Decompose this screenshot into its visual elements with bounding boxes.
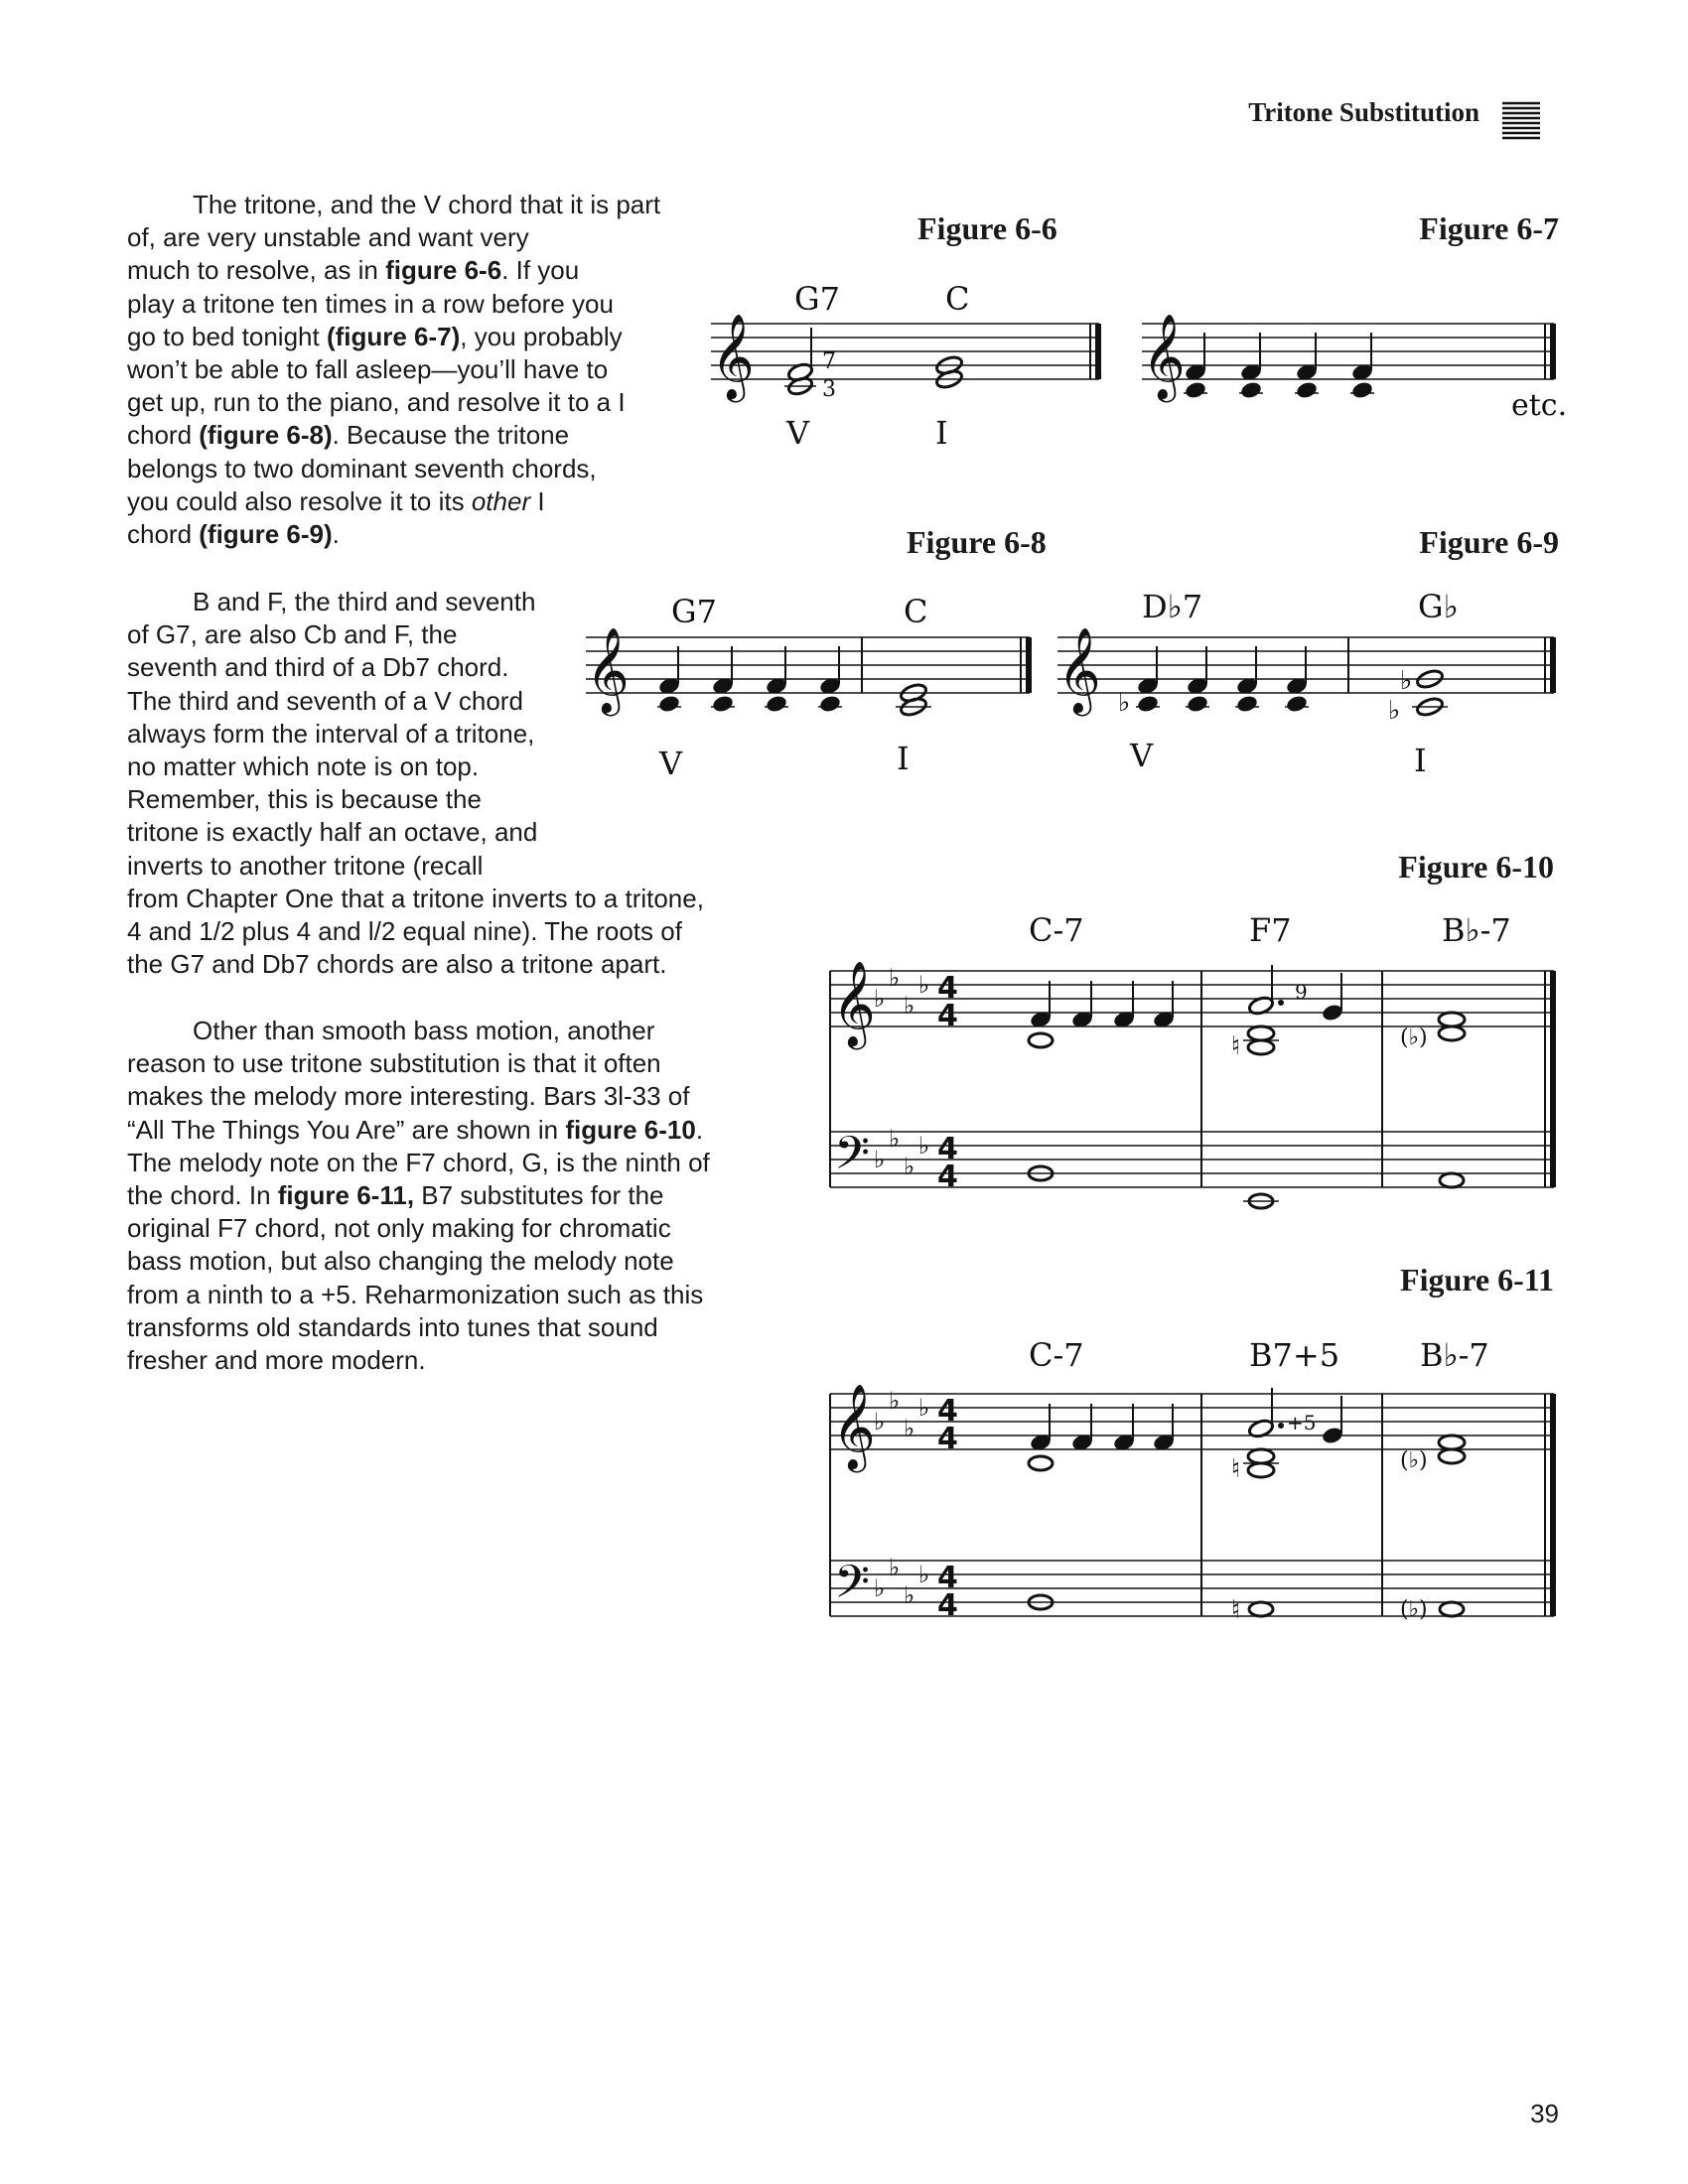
flat-icon: ♭ bbox=[1388, 696, 1401, 726]
chord-symbol: F7 bbox=[1249, 911, 1292, 949]
text-line: original F7 chord, not only making for chromatic bbox=[127, 1213, 671, 1244]
svg-text:♭: ♭ bbox=[889, 964, 901, 992]
text-line: The melody note on the F7 chord, G, is the ninth of bbox=[127, 1147, 710, 1177]
svg-text:♭: ♭ bbox=[918, 1394, 930, 1422]
text-line: no matter which note is on top. bbox=[127, 751, 480, 782]
figure-6-11-label: Figure 6-11 bbox=[1400, 1262, 1554, 1297]
dotted-half-with-chord bbox=[1243, 1388, 1279, 1477]
interval-label: 7 bbox=[822, 349, 836, 374]
chord-symbol: C-7 bbox=[1029, 1336, 1084, 1374]
text-run: . Because the tritone bbox=[332, 420, 570, 451]
svg-text:♭: ♭ bbox=[874, 1408, 886, 1435]
text-line: always form the interval of a tritone, bbox=[127, 718, 535, 749]
flat-icon: ♭ bbox=[1118, 688, 1131, 718]
time-signature bbox=[937, 1394, 958, 1623]
text-run: the chord. In bbox=[127, 1180, 278, 1211]
bass-whole-note bbox=[1249, 1602, 1273, 1616]
figure-6-10-label: Figure 6-10 bbox=[1398, 849, 1554, 885]
text-line: The third and seventh of a V chord bbox=[127, 685, 523, 716]
interval-label: 3 bbox=[822, 377, 836, 402]
whole-note bbox=[1029, 1033, 1053, 1047]
flat-icon: ♭ bbox=[1400, 666, 1413, 696]
text-line: transforms old standards into tunes that sound bbox=[127, 1311, 658, 1342]
text-line: get up, run to the piano, and resolve it to a I bbox=[127, 387, 626, 418]
figure-6-8-staff bbox=[586, 637, 1030, 693]
treble-clef-icon: 𝄞 bbox=[586, 627, 630, 713]
svg-text:♭: ♭ bbox=[874, 985, 886, 1013]
bass-clef-icon: 𝄢 bbox=[834, 1556, 871, 1620]
text-line: Remember, this is because the bbox=[127, 784, 482, 815]
figure-6-6-staff bbox=[711, 324, 1099, 379]
figure-6-9-label: Figure 6-9 bbox=[1419, 524, 1559, 560]
svg-text:♭: ♭ bbox=[889, 1387, 901, 1415]
chord-symbol: G♭ bbox=[1418, 588, 1459, 625]
text-line: The tritone, and the V chord that it is part bbox=[193, 190, 661, 219]
key-signature bbox=[874, 964, 929, 1180]
text-run: . bbox=[332, 519, 340, 550]
svg-text:4: 4 bbox=[937, 1160, 958, 1194]
chord-symbol: B♭-7 bbox=[1442, 911, 1511, 949]
svg-text:4: 4 bbox=[937, 1422, 958, 1456]
emphasis: other bbox=[471, 485, 531, 516]
paren-flat-icon: (♭) bbox=[1400, 1597, 1428, 1622]
chord-symbol: G7 bbox=[794, 280, 840, 318]
running-header: Tritone Substitution bbox=[1248, 97, 1479, 127]
roman-numeral: V bbox=[659, 745, 683, 782]
bass-whole-note bbox=[1440, 1602, 1464, 1616]
text-run: , you probably bbox=[460, 321, 623, 351]
roman-numeral: I bbox=[935, 414, 948, 452]
text-line: the G7 and Db7 chords are also a tritone apart. bbox=[127, 949, 667, 980]
text-line: won’t be able to fall asleep—you’ll have to bbox=[127, 354, 609, 385]
text-run: “All The Things You Are” are shown in bbox=[127, 1114, 566, 1145]
interval-label: +5 bbox=[1287, 1411, 1317, 1434]
figure-reference: figure 6-11, bbox=[277, 1180, 415, 1211]
treble-clef-icon: 𝄞 bbox=[1142, 314, 1186, 399]
svg-text:♭: ♭ bbox=[889, 1125, 901, 1153]
figure-reference: (figure 6-7) bbox=[326, 321, 461, 351]
svg-text:4: 4 bbox=[937, 1588, 958, 1623]
text-run: much to resolve, as in bbox=[127, 255, 386, 286]
figure-reference: figure 6-6 bbox=[385, 255, 502, 286]
text-run: chord bbox=[127, 519, 200, 550]
roman-numeral: I bbox=[1414, 742, 1427, 779]
natural-icon: ♮ bbox=[1231, 1454, 1241, 1484]
text-run: I bbox=[530, 485, 545, 516]
whole-note-chord bbox=[896, 682, 931, 718]
whole-note bbox=[1029, 1456, 1053, 1470]
chord-symbol: B♭-7 bbox=[1420, 1336, 1489, 1374]
svg-text:4: 4 bbox=[937, 1561, 958, 1595]
chord-symbol: C bbox=[945, 280, 970, 318]
chord-symbol: D♭7 bbox=[1142, 588, 1203, 625]
text-line: B and F, the third and seventh bbox=[193, 587, 536, 616]
dotted-half-with-chord bbox=[1243, 965, 1279, 1054]
text-line: bass motion, but also changing the melody note bbox=[127, 1246, 674, 1277]
text-line: belongs to two dominant seventh chords, bbox=[127, 453, 597, 483]
text-line: of, are very unstable and want very bbox=[127, 222, 529, 253]
svg-text:♭: ♭ bbox=[904, 992, 915, 1020]
paren-flat-icon: (♭) bbox=[1400, 1025, 1428, 1050]
svg-text:♭: ♭ bbox=[904, 1415, 915, 1442]
roman-numeral: I bbox=[897, 740, 910, 777]
figure-6-7-label: Figure 6-7 bbox=[1419, 210, 1559, 246]
repeated-tritone-notes bbox=[1136, 676, 1309, 714]
whole-note-dyad bbox=[934, 354, 963, 390]
repeated-tritone-notes bbox=[1184, 362, 1374, 400]
treble-clef-icon: 𝄞 bbox=[1057, 627, 1101, 713]
figure-reference: figure 6-10 bbox=[565, 1114, 696, 1145]
svg-text:4: 4 bbox=[937, 1132, 958, 1166]
text-line: 4 and 1/2 plus 4 and l/2 equal nine). The roots of bbox=[127, 916, 682, 947]
chord-symbol: C-7 bbox=[1029, 911, 1084, 949]
svg-text:♭: ♭ bbox=[918, 971, 930, 999]
figure-6-8-label: Figure 6-8 bbox=[907, 524, 1047, 560]
text-line: reason to use tritone substitution is that it often bbox=[127, 1048, 661, 1079]
roman-numeral: V bbox=[786, 414, 810, 452]
repeated-tritone-notes bbox=[657, 676, 842, 714]
svg-text:♭: ♭ bbox=[889, 1554, 901, 1581]
figure-reference: (figure 6-9) bbox=[199, 519, 333, 550]
svg-text:4: 4 bbox=[937, 971, 958, 1006]
text-run: B7 substitutes for the bbox=[414, 1180, 664, 1211]
svg-text:♭: ♭ bbox=[904, 1581, 915, 1609]
svg-text:♭: ♭ bbox=[918, 1561, 930, 1588]
text-line: play a tritone ten times in a row before you bbox=[127, 288, 614, 319]
key-signature bbox=[874, 1387, 929, 1609]
interval-label: 9 bbox=[1295, 980, 1308, 1004]
time-signature bbox=[937, 971, 958, 1194]
chord-symbol: B7+5 bbox=[1249, 1336, 1340, 1374]
svg-text:♭: ♭ bbox=[874, 1574, 886, 1602]
text-run: go to bed tonight bbox=[127, 321, 327, 351]
text-run: . If you bbox=[501, 255, 580, 286]
svg-text:4: 4 bbox=[937, 999, 958, 1033]
text-line: of G7, are also Cb and F, the bbox=[127, 619, 458, 650]
natural-icon: ♮ bbox=[1231, 1031, 1241, 1061]
svg-text:4: 4 bbox=[937, 1394, 958, 1429]
svg-text:♭: ♭ bbox=[918, 1132, 930, 1160]
paren-flat-icon: (♭) bbox=[1400, 1448, 1428, 1473]
text-run: chord bbox=[127, 420, 200, 451]
bass-whole-note bbox=[1440, 1173, 1464, 1187]
text-line: makes the melody more interesting. Bars 3l-33 of bbox=[127, 1081, 690, 1112]
treble-clef-icon: 𝄞 bbox=[832, 961, 876, 1046]
svg-text:♭: ♭ bbox=[874, 1146, 886, 1173]
chord-symbol: G7 bbox=[671, 593, 717, 630]
text-line: fresher and more modern. bbox=[127, 1345, 426, 1376]
text-line: Other than smooth bass motion, another bbox=[193, 1016, 655, 1045]
text-run: you could also resolve it to its bbox=[127, 485, 472, 516]
treble-clef-icon: 𝄞 bbox=[711, 314, 755, 399]
treble-clef-icon: 𝄞 bbox=[832, 1384, 876, 1469]
text-run: . bbox=[695, 1114, 704, 1145]
text-line: inverts to another tritone (recall bbox=[127, 850, 484, 881]
text-line: seventh and third of a Db7 chord. bbox=[127, 652, 509, 683]
text-line: tritone is exactly half an octave, and bbox=[127, 817, 538, 848]
natural-icon: ♮ bbox=[1231, 1595, 1241, 1625]
text-line: from Chapter One that a tritone inverts to a tritone, bbox=[127, 883, 704, 913]
chord-symbol: C bbox=[904, 593, 928, 630]
svg-text:♭: ♭ bbox=[904, 1153, 915, 1180]
roman-numeral: V bbox=[1130, 737, 1154, 774]
etc-label: etc. bbox=[1511, 388, 1568, 423]
figure-reference: (figure 6-8) bbox=[199, 420, 333, 451]
figure-6-6-label: Figure 6-6 bbox=[917, 210, 1057, 246]
page-number: 39 bbox=[1530, 2099, 1559, 2128]
bass-clef-icon: 𝄢 bbox=[834, 1127, 871, 1191]
text-line: from a ninth to a +5. Reharmonization such as this bbox=[127, 1279, 704, 1309]
